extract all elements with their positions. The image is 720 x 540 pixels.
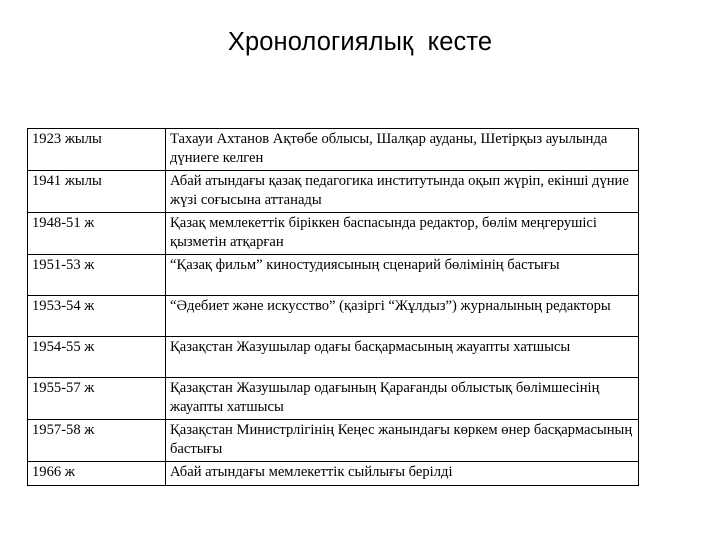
table-row	[28, 254, 639, 295]
table-row	[28, 336, 639, 377]
event-cell: Қазақ мемлекеттік біріккен баспасында редактор, бөлім меңгерушісі қызметін атқарған	[166, 212, 639, 254]
event-cell: Қазақстан Министрлігінің Кеңес жанындағы көркем өнер басқармасының бастығы	[166, 419, 639, 461]
period-cell: 1951-53 ж	[28, 254, 166, 295]
table-row	[28, 129, 639, 171]
event-cell: “Қазақ фильм” киностудиясының сценарий бөлімінің бастығы	[166, 254, 639, 295]
event-cell: Абай атындағы мемлекеттік сыйлығы берілді	[166, 461, 639, 485]
chronology-table	[27, 128, 639, 486]
table-row	[28, 170, 639, 212]
event-cell: Қазақстан Жазушылар одағы басқармасының жауапты хатшысы	[166, 336, 639, 377]
table-row	[28, 461, 639, 485]
event-cell: “Әдебиет және искусство” (қазіргі “Жұлдыз”) журналының редакторы	[166, 295, 639, 336]
chronology-table-body	[28, 129, 639, 486]
chronology-table-container	[27, 128, 638, 486]
table-row	[28, 377, 639, 419]
period-cell: 1966 ж	[28, 461, 166, 485]
event-cell: Абай атындағы қазақ педагогика институтында оқып жүріп, екінші дүние жүзі соғысына аттанады	[166, 170, 639, 212]
period-cell: 1957-58 ж	[28, 419, 166, 461]
event-cell: Қазақстан Жазушылар одағының Қарағанды облыстық бөлімшесінің жауапты хатшысы	[166, 377, 639, 419]
event-cell: Тахауи Ахтанов Ақтөбе облысы, Шалқар ауданы, Шетірқыз ауылында дүниеге келген	[166, 129, 639, 171]
table-row	[28, 419, 639, 461]
table-row	[28, 295, 639, 336]
period-cell: 1941 жылы	[28, 170, 166, 212]
page-title: Хронологиялық кесте	[227, 28, 493, 56]
period-cell: 1923 жылы	[28, 129, 166, 171]
period-cell: 1954-55 ж	[28, 336, 166, 377]
period-cell: 1953-54 ж	[28, 295, 166, 336]
period-cell: 1948-51 ж	[28, 212, 166, 254]
period-cell: 1955-57 ж	[28, 377, 166, 419]
table-row	[28, 212, 639, 254]
